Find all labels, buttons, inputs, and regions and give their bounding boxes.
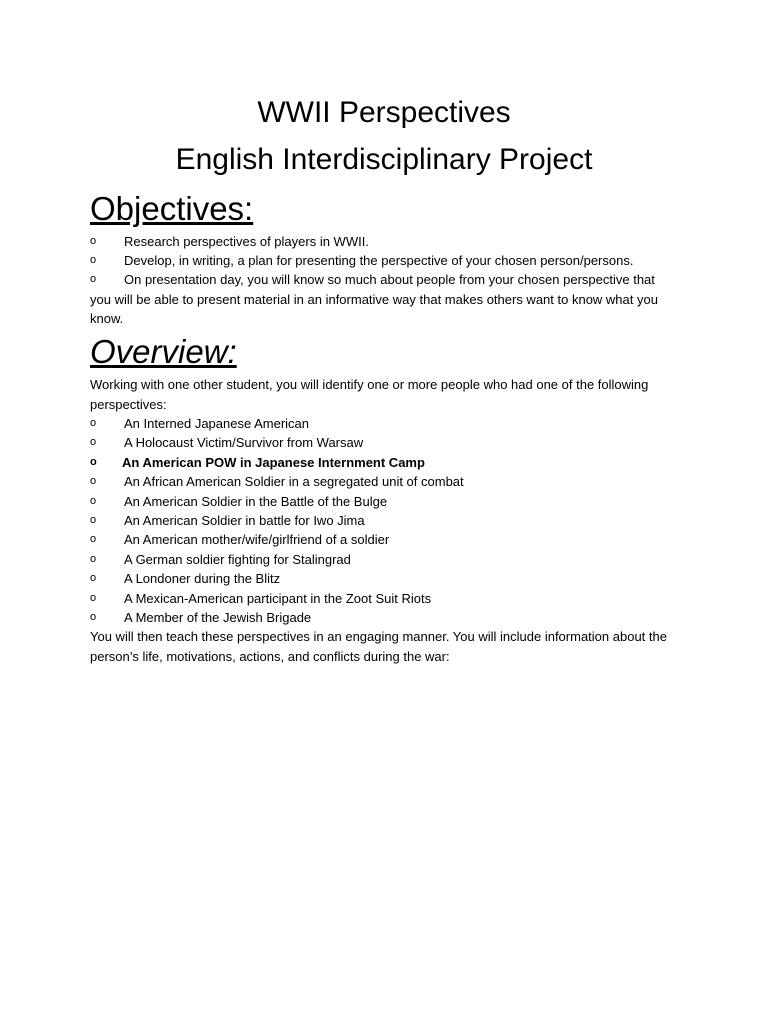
perspective-text: A Mexican-American participant in the Zoot Suit Riots bbox=[124, 591, 432, 606]
bullet-marker: o bbox=[90, 495, 97, 507]
bullet-marker: o bbox=[90, 611, 97, 623]
objective-text: Research perspectives of players in WWII. bbox=[124, 234, 369, 249]
bullet-marker: o bbox=[90, 254, 97, 266]
bullet-marker: o bbox=[90, 553, 97, 565]
bullet-marker: o bbox=[90, 572, 97, 584]
perspective-text: An African American Soldier in a segregated unit of combat bbox=[124, 474, 464, 489]
bullet-marker: o bbox=[90, 533, 97, 545]
perspective-text: An American Soldier in the Battle of the Bulge bbox=[124, 494, 388, 509]
perspective-text: An American POW in Japanese Internment Camp bbox=[122, 455, 425, 470]
objective-text: Develop, in writing, a plan for presenting the perspective of your chosen person/persons. bbox=[124, 253, 634, 268]
objectives-heading: Objectives: bbox=[90, 190, 254, 227]
bullet-marker: o bbox=[90, 475, 97, 487]
overview-intro: Working with one other student, you will identify one or more people who had one of the following perspectives: bbox=[90, 377, 649, 412]
perspective-text: A Londoner during the Blitz bbox=[124, 571, 281, 586]
perspective-text: An American Soldier in battle for Iwo Jima bbox=[124, 513, 365, 528]
perspective-text: An American mother/wife/girlfriend of a soldier bbox=[124, 532, 390, 547]
overview-closing: You will then teach these perspectives in an engaging manner. You will include information about the person’s life, motivations, actions, and conflicts during the war: bbox=[90, 629, 667, 664]
perspective-text: A Member of the Jewish Brigade bbox=[124, 610, 312, 625]
objective-item bbox=[90, 270, 670, 329]
document-title: WWII Perspectives bbox=[257, 96, 511, 129]
objective-text: On presentation day, you will know so much about people from your chosen perspective that you will be able to present material in an informative way that makes others want to know what you know. bbox=[90, 272, 658, 326]
bullet-marker: o bbox=[90, 514, 97, 526]
bullet-marker: o bbox=[90, 436, 97, 448]
document-subtitle: English Interdisciplinary Project bbox=[175, 143, 593, 176]
perspective-text: An Interned Japanese American bbox=[124, 416, 310, 431]
bullet-marker: o bbox=[90, 417, 97, 429]
overview-heading: Overview: bbox=[90, 333, 237, 370]
bullet-marker: o bbox=[90, 235, 97, 247]
bullet-marker: o bbox=[90, 456, 97, 468]
bullet-marker: o bbox=[90, 592, 97, 604]
perspective-text: A Holocaust Victim/Survivor from Warsaw bbox=[124, 435, 364, 450]
bullet-marker: o bbox=[90, 273, 97, 285]
perspective-text: A German soldier fighting for Stalingrad bbox=[124, 552, 351, 567]
